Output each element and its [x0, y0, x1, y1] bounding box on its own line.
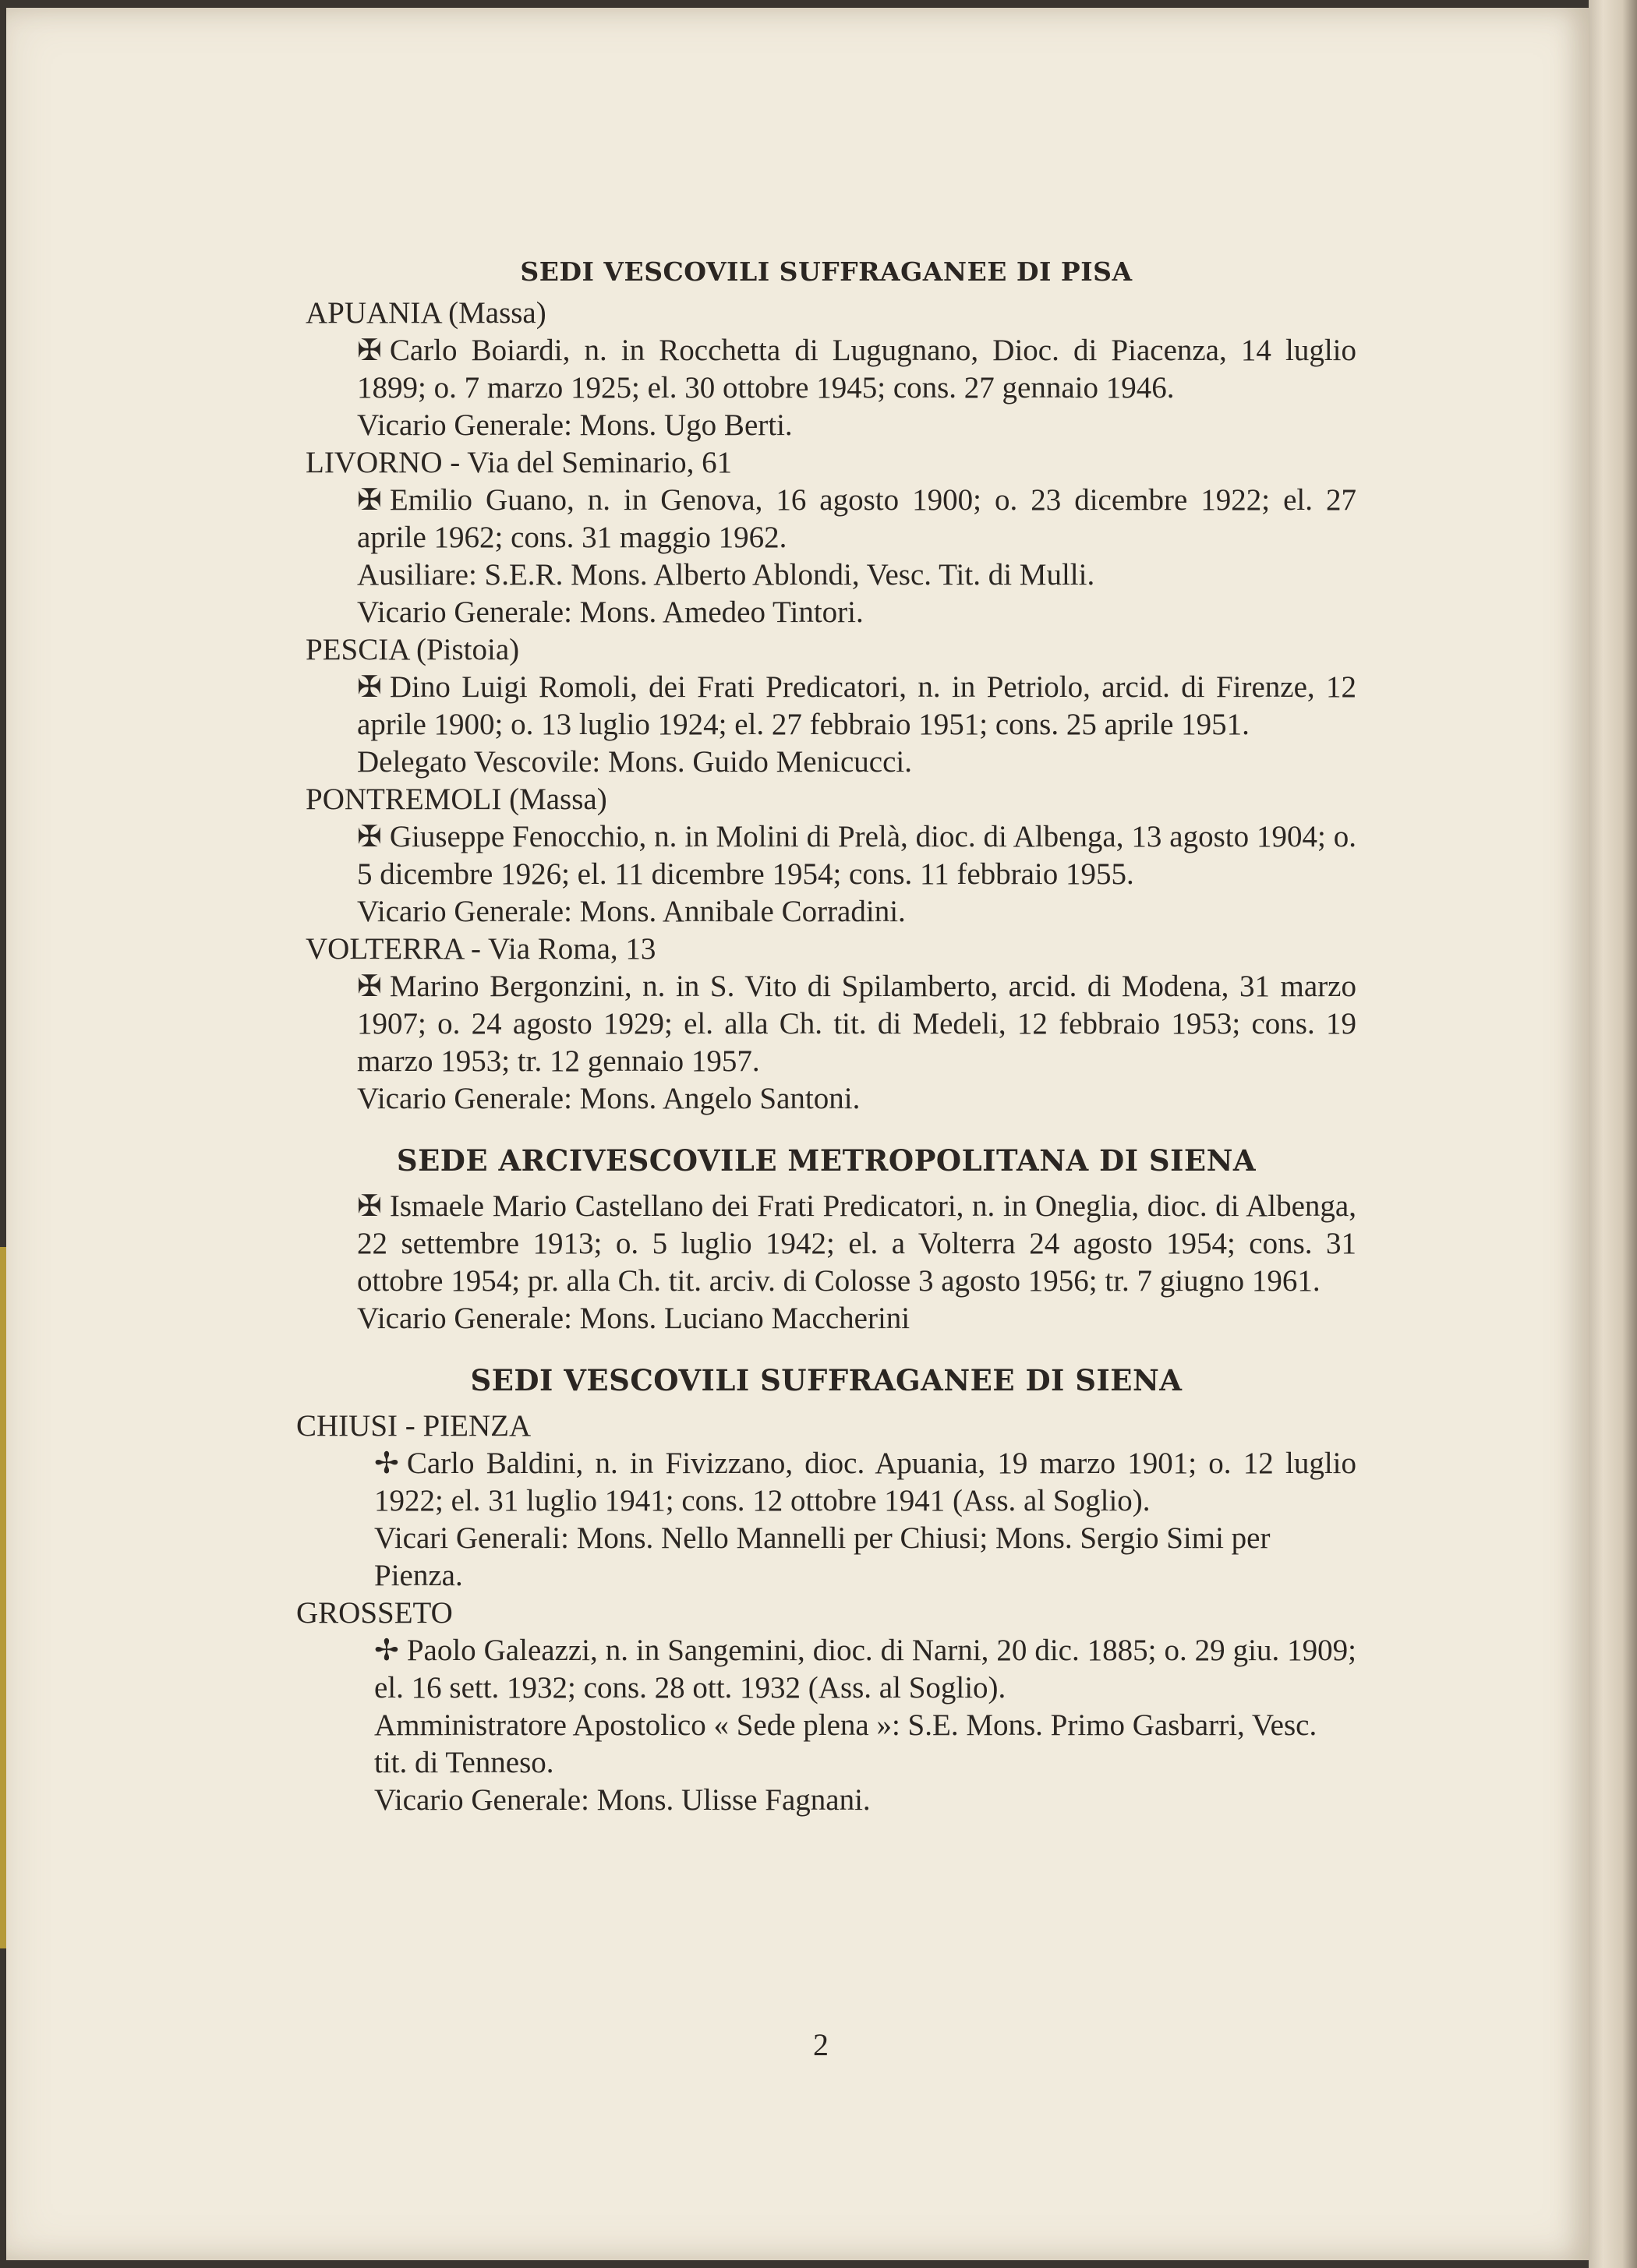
cross-icon: ✠ — [357, 484, 382, 517]
cross-icon: ✠ — [357, 671, 382, 704]
staff-line: Vicario Generale: Mons. Ulisse Fagnani. — [374, 1783, 871, 1817]
bishop-text: Marino Bergonzini, n. in S. Vito di Spilamberto, arcid. di Modena, 31 marzo 1907; o. 24 agosto 1929; el. alla Ch. tit. di Medeli, 12 febbraio 1953; cons. 19 marzo 1953; tr. 12 gennaio 1957. — [357, 970, 1356, 1078]
diocese-name: GROSSETO — [296, 1596, 453, 1630]
diocese-name: VOLTERRA - Via Roma, 13 — [306, 932, 656, 966]
staff-line: Ausiliare: S.E.R. Mons. Alberto Ablondi, Vesc. Tit. di Mulli. — [357, 558, 1095, 592]
staff-line: Delegato Vescovile: Mons. Guido Menicucci. — [357, 745, 912, 779]
section-siena-suffragans — [296, 1358, 1356, 1819]
staff-line: Vicario Generale: Mons. Annibale Corradini. — [357, 895, 906, 928]
diocese-pescia — [296, 631, 1356, 781]
bishop-entry — [296, 1188, 1356, 1300]
bishop-text: Dino Luigi Romoli, dei Frati Predicatori, n. in Petriolo, arcid. di Firenze, 12 aprile 1900; o. 13 luglio 1924; el. 27 febbraio 1951; cons. 25 aprile 1951. — [357, 670, 1356, 741]
cross-icon: ✠ — [357, 821, 382, 853]
bishop-entry — [296, 669, 1356, 744]
page-number: 2 — [813, 2027, 829, 2062]
heading-siena-metropolitan: SEDE ARCIVESCOVILE METROPOLITANA DI SIENA — [396, 1143, 1257, 1178]
staff-line: Vicari Generali: Mons. Nello Mannelli per Chiusi; Mons. Sergio Simi per Pienza. — [374, 1521, 1271, 1592]
bishop-entry — [296, 1632, 1356, 1707]
cross-icon: ✠ — [357, 1190, 382, 1223]
staff-line: Vicario Generale: Mons. Luciano Maccherini — [357, 1302, 910, 1335]
cross-icon: ✢ — [374, 1634, 399, 1667]
cross-icon: ✠ — [357, 970, 382, 1003]
next-page-edge — [1589, 0, 1637, 2268]
diocese-volterra — [296, 931, 1356, 1118]
diocese-name: PONTREMOLI (Massa) — [306, 782, 607, 816]
book-page — [6, 8, 1589, 2260]
bishop-text: Carlo Baldini, n. in Fivizzano, dioc. Apuania, 19 marzo 1901; o. 12 luglio 1922; el. 31 luglio 1941; cons. 12 ottobre 1941 (Ass. al Soglio). — [374, 1447, 1356, 1517]
bishop-text: Ismaele Mario Castellano dei Frati Predicatori, n. in Oneglia, dioc. di Albenga, 22 settembre 1913; o. 5 luglio 1942; el. a Volterra 24 agosto 1954; cons. 31 ottobre 1954; pr. alla Ch. tit. arciv. di Colosse 3 agosto 1956; tr. 7 giugno 1961. — [357, 1189, 1356, 1298]
bishop-entry — [296, 968, 1356, 1080]
binding-strip — [0, 1247, 6, 1948]
section-siena-metropolitan — [296, 1138, 1356, 1337]
diocese-grosseto — [296, 1595, 1356, 1819]
diocese-apuania — [296, 295, 1356, 444]
bishop-text: Paolo Galeazzi, n. in Sangemini, dioc. di Narni, 20 dic. 1885; o. 29 giu. 1909; el. 16 sett. 1932; cons. 28 ott. 1932 (Ass. al Soglio). — [374, 1634, 1356, 1705]
heading-pisa-suffragans: SEDI VESCOVILI SUFFRAGANEE DI PISA — [520, 256, 1133, 287]
diocese-name: PESCIA (Pistoia) — [306, 633, 520, 666]
bishop-text: Carlo Boiardi, n. in Rocchetta di Lugugnano, Dioc. di Piacenza, 14 luglio 1899; o. 7 marzo 1925; el. 30 ottobre 1945; cons. 27 gennaio 1946. — [357, 334, 1356, 404]
staff-line: Vicario Generale: Mons. Angelo Santoni. — [357, 1082, 861, 1115]
diocese-chiusi-pienza — [296, 1408, 1356, 1595]
cross-icon: ✠ — [357, 334, 382, 367]
bishop-entry — [296, 482, 1356, 556]
staff-line: Vicario Generale: Mons. Amedeo Tintori. — [357, 595, 864, 629]
diocese-pontremoli — [296, 781, 1356, 931]
diocese-name: CHIUSI - PIENZA — [296, 1409, 532, 1443]
diocese-name: APUANIA (Massa) — [306, 296, 546, 330]
bishop-entry — [296, 1445, 1356, 1520]
bishop-text: Giuseppe Fenocchio, n. in Molini di Prelà, dioc. di Albenga, 13 agosto 1904; o. 5 dicembre 1926; el. 11 dicembre 1954; cons. 11 febbraio 1955. — [357, 820, 1356, 891]
diocese-name: LIVORNO - Via del Seminario, 61 — [306, 446, 733, 479]
page-content — [296, 249, 1356, 1819]
bishop-entry — [296, 818, 1356, 893]
cross-icon: ✢ — [374, 1447, 399, 1480]
diocese-livorno — [296, 444, 1356, 631]
staff-line: Vicario Generale: Mons. Ugo Berti. — [357, 408, 793, 442]
bishop-text: Emilio Guano, n. in Genova, 16 agosto 1900; o. 23 dicembre 1922; el. 27 aprile 1962; cons. 31 maggio 1962. — [357, 483, 1356, 554]
bishop-entry — [296, 332, 1356, 407]
heading-siena-suffragans: SEDI VESCOVILI SUFFRAGANEE DI SIENA — [470, 1363, 1183, 1397]
staff-line: Amministratore Apostolico « Sede plena »: S.E. Mons. Primo Gasbarri, Vesc. tit. di Tenneso. — [374, 1708, 1317, 1779]
